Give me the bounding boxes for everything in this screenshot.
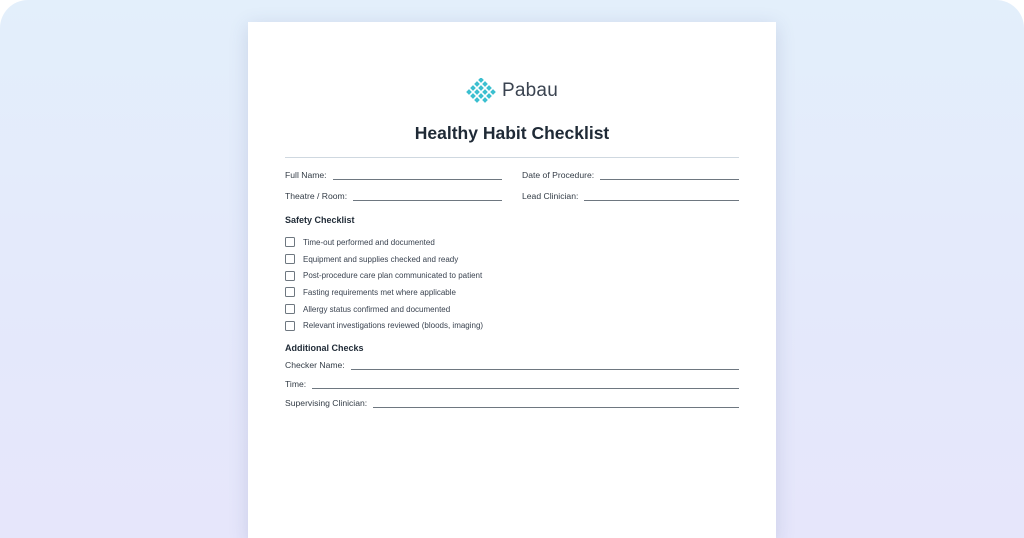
title-divider <box>285 157 739 158</box>
checklist-item-label: Time-out performed and documented <box>303 237 435 247</box>
checklist-item[interactable] <box>285 317 725 334</box>
supervising-clinician-line[interactable] <box>373 401 739 408</box>
full-name-field[interactable] <box>285 170 502 180</box>
checklist-item-label: Allergy status confirmed and documented <box>303 304 451 314</box>
checkbox[interactable] <box>285 271 295 281</box>
lead-clinician-field[interactable] <box>522 191 739 201</box>
safety-checklist <box>285 234 725 334</box>
document-page <box>248 22 776 538</box>
date-of-procedure-label: Date of Procedure: <box>522 170 595 180</box>
safety-checklist-heading: Safety Checklist <box>285 215 355 225</box>
checklist-item-label: Relevant investigations reviewed (bloods, imaging) <box>303 321 484 331</box>
time-label: Time: <box>285 379 307 389</box>
date-of-procedure-line[interactable] <box>600 173 739 180</box>
pabau-logo-icon <box>466 78 496 104</box>
checkbox[interactable] <box>285 287 295 297</box>
brand-logo <box>248 76 776 106</box>
checklist-item[interactable] <box>285 301 725 318</box>
lead-clinician-line[interactable] <box>584 194 739 201</box>
brand-name: Pabau <box>502 80 558 101</box>
lead-clinician-label: Lead Clinician: <box>522 191 579 201</box>
checker-name-label: Checker Name: <box>285 360 345 370</box>
checklist-item-label: Post-procedure care plan communicated to patient <box>303 271 483 281</box>
checklist-item[interactable] <box>285 267 725 284</box>
theatre-room-field[interactable] <box>285 191 502 201</box>
document-title: Healthy Habit Checklist <box>414 123 610 143</box>
checklist-item-label: Equipment and supplies checked and ready <box>303 254 459 264</box>
date-of-procedure-field[interactable] <box>522 170 739 180</box>
checklist-item-label: Fasting requirements met where applicable <box>303 287 456 297</box>
time-line[interactable] <box>312 382 739 389</box>
theatre-room-line[interactable] <box>353 194 502 201</box>
checklist-item[interactable] <box>285 234 725 251</box>
checkbox[interactable] <box>285 237 295 247</box>
additional-checks-heading: Additional Checks <box>285 343 364 353</box>
full-name-label: Full Name: <box>285 170 327 180</box>
checker-name-line[interactable] <box>351 363 739 370</box>
full-name-line[interactable] <box>333 173 502 180</box>
checkbox[interactable] <box>285 321 295 331</box>
checklist-item[interactable] <box>285 251 725 268</box>
checkbox[interactable] <box>285 304 295 314</box>
theatre-room-label: Theatre / Room: <box>285 191 348 201</box>
supervising-clinician-label: Supervising Clinician: <box>285 398 368 408</box>
checklist-item[interactable] <box>285 284 725 301</box>
checkbox[interactable] <box>285 254 295 264</box>
time-field[interactable] <box>285 379 739 389</box>
supervising-clinician-field[interactable] <box>285 398 739 408</box>
checker-name-field[interactable] <box>285 360 739 370</box>
